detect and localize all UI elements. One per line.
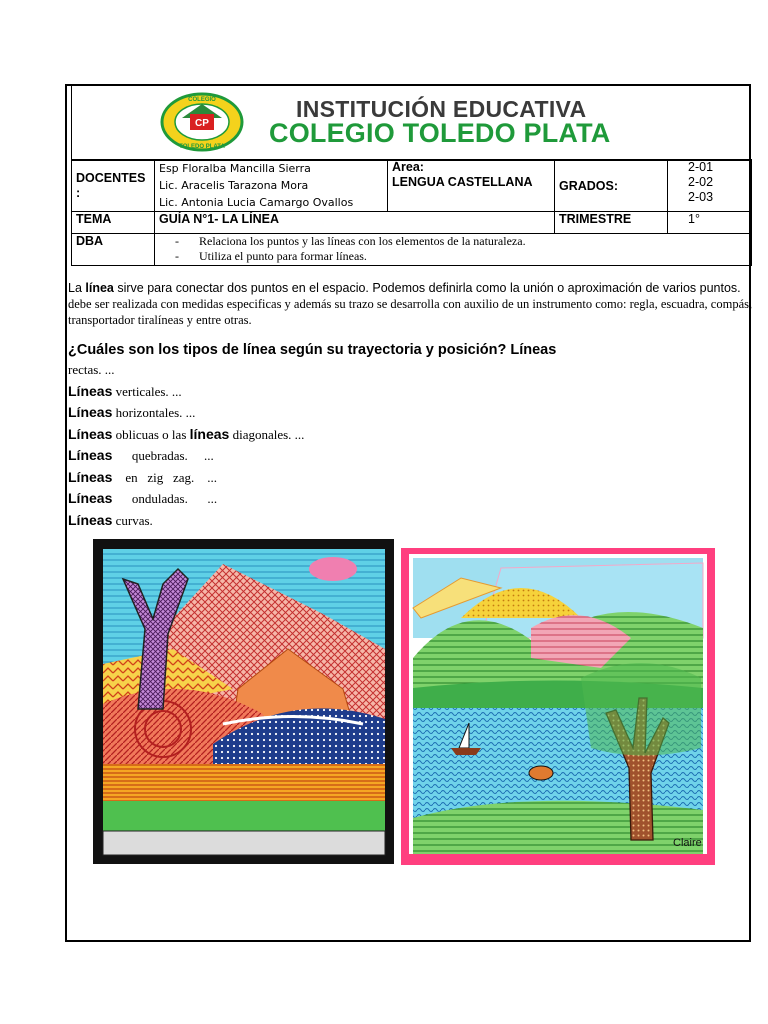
grados-label: GRADOS: bbox=[555, 160, 668, 212]
dba-label: DBA bbox=[72, 234, 155, 266]
dba-item-2: - Utiliza el punto para formar líneas. bbox=[155, 249, 751, 264]
area-cell bbox=[388, 160, 555, 212]
institution-line2: COLEGIO TOLEDO PLATA bbox=[269, 118, 611, 148]
trimestre-label: TRIMESTRE bbox=[555, 212, 668, 234]
grados-list bbox=[668, 160, 752, 212]
logo-text-top: COLEGIO bbox=[188, 97, 216, 103]
line-types-list bbox=[68, 360, 304, 531]
grado-2: 2-02 bbox=[688, 175, 714, 189]
line-type-quebradas: Líneas quebradas. ... bbox=[68, 447, 214, 463]
dba-list bbox=[155, 234, 751, 264]
trimestre-value: 1° bbox=[668, 212, 752, 234]
intro-term: línea bbox=[85, 281, 114, 295]
intro-sentence1: sirve para conectar dos puntos en el espacio. Podemos definirla como la unión o aproximación de varios puntos. bbox=[113, 281, 741, 295]
institution-line1: INSTITUCIÓN EDUCATIVA bbox=[296, 96, 587, 122]
area-label: Área: bbox=[392, 160, 424, 174]
intro-lead: La bbox=[68, 281, 86, 295]
docente-3: Lic. Antonia Lucia Camargo Ovallos bbox=[159, 196, 354, 209]
info-table bbox=[71, 159, 752, 266]
tema-value: GUÍA N°1- LA LÍNEA bbox=[155, 212, 555, 234]
line-type-curvas: Líneas curvas. bbox=[68, 511, 153, 528]
artwork-signature: Claire bbox=[673, 837, 702, 849]
logo-text-bottom: TOLEDO PLATA bbox=[179, 144, 225, 150]
question-heading: ¿Cuáles son los tipos de línea según su trayectoria y posición? Líneas bbox=[68, 342, 557, 358]
line-type-verticales: Líneas verticales. ... bbox=[68, 382, 182, 399]
line-type-zigzag: Líneas en zig zag. ... bbox=[68, 468, 218, 485]
tema-label: TEMA bbox=[72, 212, 155, 234]
document-header bbox=[71, 86, 752, 161]
dba-item-1: - Relaciona los puntos y las líneas con los elementos de la naturaleza. bbox=[155, 234, 751, 249]
area-value: LENGUA CASTELLANA bbox=[392, 175, 533, 189]
line-type-oblicuas: Líneas oblicuas o las líneas diagonales. ... bbox=[68, 425, 305, 442]
docente-1: Esp Floralba Mancilla Sierra bbox=[159, 162, 311, 175]
grado-3: 2-03 bbox=[688, 190, 714, 204]
landscape-drawing-sea bbox=[401, 548, 715, 865]
school-logo bbox=[160, 92, 244, 152]
line-type-horizontales: Líneas horizontales. ... bbox=[68, 404, 196, 420]
line-type-rectas: rectas. ... bbox=[68, 362, 115, 377]
grado-1: 2-01 bbox=[688, 160, 714, 174]
intro-paragraph bbox=[68, 280, 758, 328]
landscape-drawing-tree bbox=[93, 539, 394, 864]
docentes-list bbox=[155, 160, 388, 212]
logo-initials: CP bbox=[195, 118, 209, 129]
intro-sentence2: debe ser realizada con medidas especificas y además su trazo se desarrolla con auxilio de un instrumento como: regla, escuadra, compás, transportador tiralíneas y entre otras. bbox=[68, 297, 753, 327]
docente-2: Lic. Aracelis Tarazona Mora bbox=[159, 179, 309, 192]
line-type-onduladas: Líneas onduladas. ... bbox=[68, 490, 218, 506]
docentes-label: DOCENTES : bbox=[72, 160, 155, 212]
dba-cell bbox=[155, 234, 752, 266]
